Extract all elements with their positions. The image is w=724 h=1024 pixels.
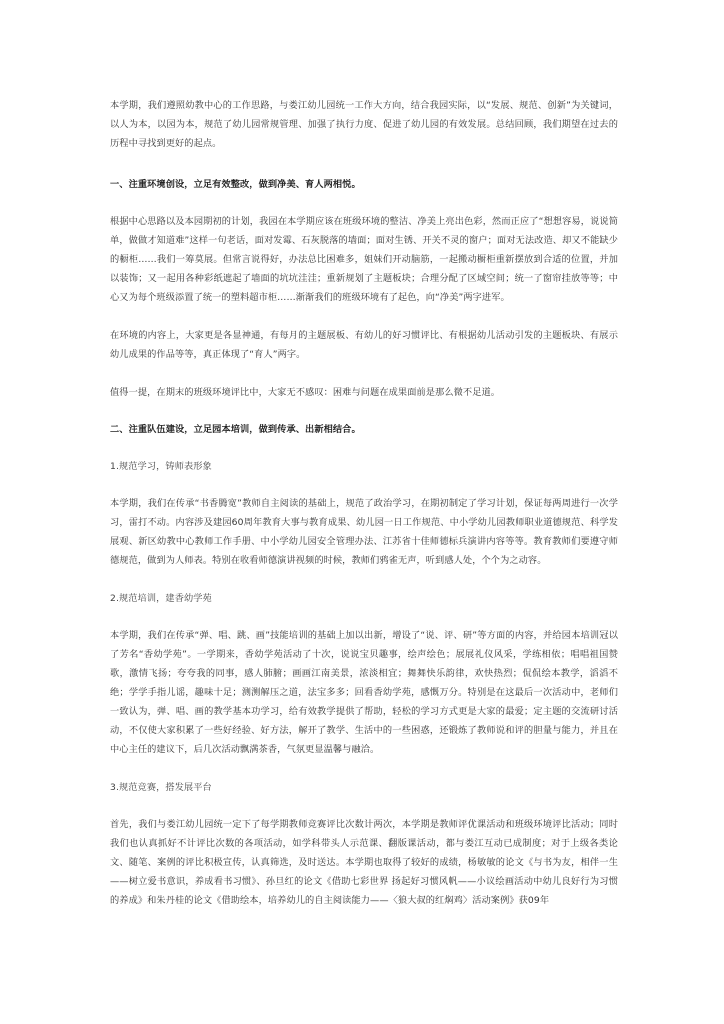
study-paragraph: 本学期，我们在传承“书香腾宽”教师自主阅读的基础上，规范了政治学习，在期初制定了学习计划，保证每两周进行一次学习，雷打不动。内容涉及建园60周年教育大事与教育成果、幼儿园一日工作规范、中小学幼儿园教师职业道德规范、科学发展观、新区幼教中心教师工作手册、中小学幼儿园安全管理办法、江苏省十佳师德标兵演讲内容等等。教育教师们要遵守师德规范，做到为人师表。特别在收看师德演讲视频的时候，教师们鸦雀无声，听到感人处，个个为之动容。 <box>110 498 618 566</box>
environment-summary-paragraph: 值得一提，在期末的班级环境评比中，大家无不感叹：困难与问题在成果面前是那么微不足道。 <box>110 387 501 398</box>
section-heading-environment: 一、注重环境创设，立足有效整改，做到净美、育人两相悦。 <box>110 179 361 190</box>
subheading-training: 2.规范培训，建香幼学苑 <box>110 593 212 604</box>
environment-paragraph: 根据中心思路以及本园期初的计划，我园在本学期应该在班级环境的整洁、净美上亮出色彩，然而正应了“想想容易，说说简单，做做才知道难”这样一句老话，面对发霉、石灰脱落的墙面；面对生锈、开关不灵的窗户；面对无法改造、却又不能缺少的橱柜……我们一筹莫展。但常言说得好，办法总比困难多，姐妹们开动脑筋，一起搬动橱柜重新摆放到合适的位置，并加以装饰；又一起用各种彩纸遮起了墙面的坑坑洼洼；重新规划了主题板块；合理分配了区域空间；统一了窗帘挂放等等；中心又为每个班级添置了统一的塑料超市柜……渐渐我们的班级环境有了起色，向“净美”两字进军。 <box>110 216 618 303</box>
section-heading-team: 二、注重队伍建设，立足园本培训，做到传承、出新相结合。 <box>110 424 361 435</box>
subheading-study: 1.规范学习，铸师表形象 <box>110 461 212 472</box>
intro-paragraph: 本学期，我们遵照幼教中心的工作思路，与娄江幼儿园统一工作大方向，结合我园实际，以“发展、规范、创新”为关键词，以人为本，以园为本，规范了幼儿园常规管理、加强了执行力度、促进了幼儿园的有效发展。总结回顾，我们期望在过去的历程中寻找到更好的起点。 <box>110 100 618 149</box>
document-page <box>110 96 618 910</box>
competition-paragraph: 首先，我们与娄江幼儿园统一定下了每学期教师竞赛评比次数计两次，本学期是教师评优课活动和班级环境评比活动；同时我们也认真抓好不计评比次数的各项活动，如学科带头人示范课、翻版课活动，都与娄江互动已成制度；对于上级各类论文、随笔、案例的评比积极宣传，认真筛选，及时送达。本学期也取得了较好的成绩，杨敏敏的论文《与书为友，相伴一生——树立爱书意识，养成看书习惯》、孙旦红的论文《借助七彩世界 扬起好习惯风帆——小议绘画活动中幼儿良好行为习惯的养成》和朱丹桂的论文《借助绘本，培养幼儿的自主阅读能力——〈狼大叔的红焖鸡〉活动案例》获09年 <box>110 819 618 906</box>
subheading-competition: 3.规范竞赛，搭发展平台 <box>110 782 212 793</box>
environment-content-paragraph: 在环境的内容上，大家更是各显神通，有每月的主题展板、有幼儿的好习惯评比、有根据幼儿活动引发的主题板块、有展示幼儿成果的作品等等，真正体现了“育人”两字。 <box>110 330 618 360</box>
training-paragraph: 本学期，我们在传承“弹、唱、跳、画”技能培训的基础上加以出新，增设了“说、评、研”等方面的内容，并给园本培训冠以了芳名“香幼学苑”。一学期来，香幼学苑活动了十次，说说宝贝趣事，绘声绘色；展展礼仪风采，学练相依；唱唱祖国赞歌，激情飞扬；夸夸我的同事，感人肺腑；画画江南美景，浓淡相宜；舞舞快乐韵律，欢快热烈；侃侃绘本教学，滔滔不绝；学学手指儿谣，趣味十足；测测解压之道，法宝多多；回看香幼学苑，感慨万分。特别是在这最后一次活动中，老师们一致认为，弹、唱、画的教学基本功学习，给有效教学提供了帮助，轻松的学习方式更是大家的最爱；定主题的交流研讨活动，不仅使大家积累了一些好经验、好方法，解开了教学、生活中的一些困惑，还锻炼了教师说和评的胆量与能力，并且在中心主任的建议下，后几次活动飘满茶香，气氛更显温馨与融洽。 <box>110 630 618 755</box>
